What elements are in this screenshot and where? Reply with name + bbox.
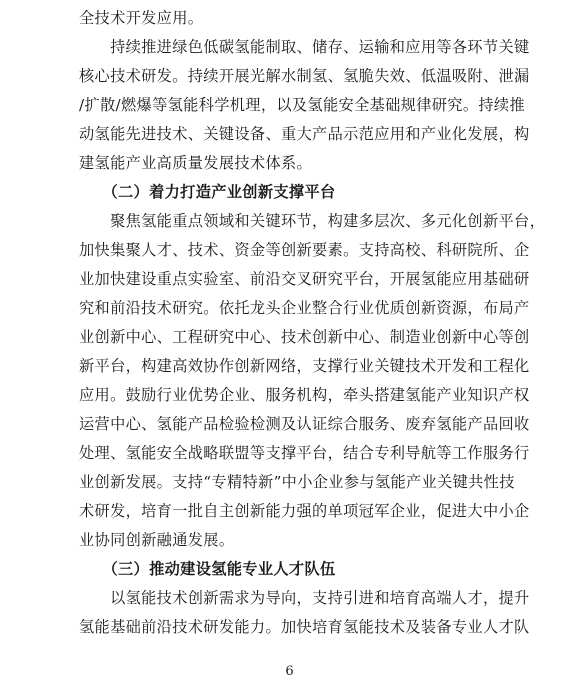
paragraph-line: 应用。鼓励行业优势企业、服务机构，牵头搭建氢能产业知识产权 — [79, 386, 530, 404]
paragraph-line: 业协同创新融通发展。 — [79, 531, 235, 549]
section-heading: （二）着力打造产业创新支撑平台 — [79, 183, 336, 201]
section-heading: （三）推动建设氢能专业人才队伍 — [79, 560, 336, 578]
paragraph-line: 以氢能技术创新需求为导向，支持引进和培育高端人才，提升 — [79, 589, 530, 607]
paragraph-line: 运营中心、氢能产品检验检测及认证综合服务、废弃氢能产品回收 — [79, 415, 530, 433]
paragraph-line: 建氢能产业高质量发展技术体系。 — [79, 154, 313, 172]
paragraph-line: 处理、氢能安全战略联盟等支撑平台，结合专利导航等工作服务行 — [79, 444, 530, 462]
paragraph-line: 新平台，构建高效协作创新网络，支撑行业关键技术开发和工程化 — [79, 357, 530, 375]
paragraph-line: 术研发，培育一批自主创新能力强的单项冠军企业，促进大中小企 — [79, 502, 530, 520]
paragraph-line: 究和前沿技术研究。依托龙头企业整合行业优质创新资源，布局产 — [79, 299, 530, 317]
body-text — [79, 4, 546, 642]
paragraph-line: 业创新中心、工程研究中心、技术创新中心、制造业创新中心等创 — [79, 328, 530, 346]
paragraph-line: 加快集聚人才、技术、资金等创新要素。支持高校、科研院所、企 — [79, 241, 530, 259]
paragraph-line: 氢能基础前沿技术研发能力。加快培育氢能技术及装备专业人才队 — [79, 618, 530, 636]
paragraph-line: 全技术开发应用。 — [79, 9, 204, 27]
paragraph-line: /扩散/燃爆等氢能科学机理，以及氢能安全基础规律研究。持续推 — [79, 96, 525, 114]
paragraph-line: 聚焦氢能重点领域和关键环节，构建多层次、多元化创新平台， — [79, 212, 546, 230]
paragraph-line: 动氢能先进技术、关键设备、重大产品示范应用和产业化发展，构 — [79, 125, 530, 143]
page-number: 6 — [285, 664, 294, 679]
paragraph-line: 业创新发展。支持“专精特新”中小企业参与氢能产业关键共性技 — [79, 473, 515, 491]
paragraph-line: 业加快建设重点实验室、前沿交叉研究平台，开展氢能应用基础研 — [79, 270, 530, 288]
paragraph-line: 核心技术研发。持续开展光解水制氢、氢脆失效、低温吸附、泄漏 — [79, 67, 530, 85]
paragraph-line: 持续推进绿色低碳氢能制取、储存、运输和应用等各环节关键 — [79, 38, 530, 56]
